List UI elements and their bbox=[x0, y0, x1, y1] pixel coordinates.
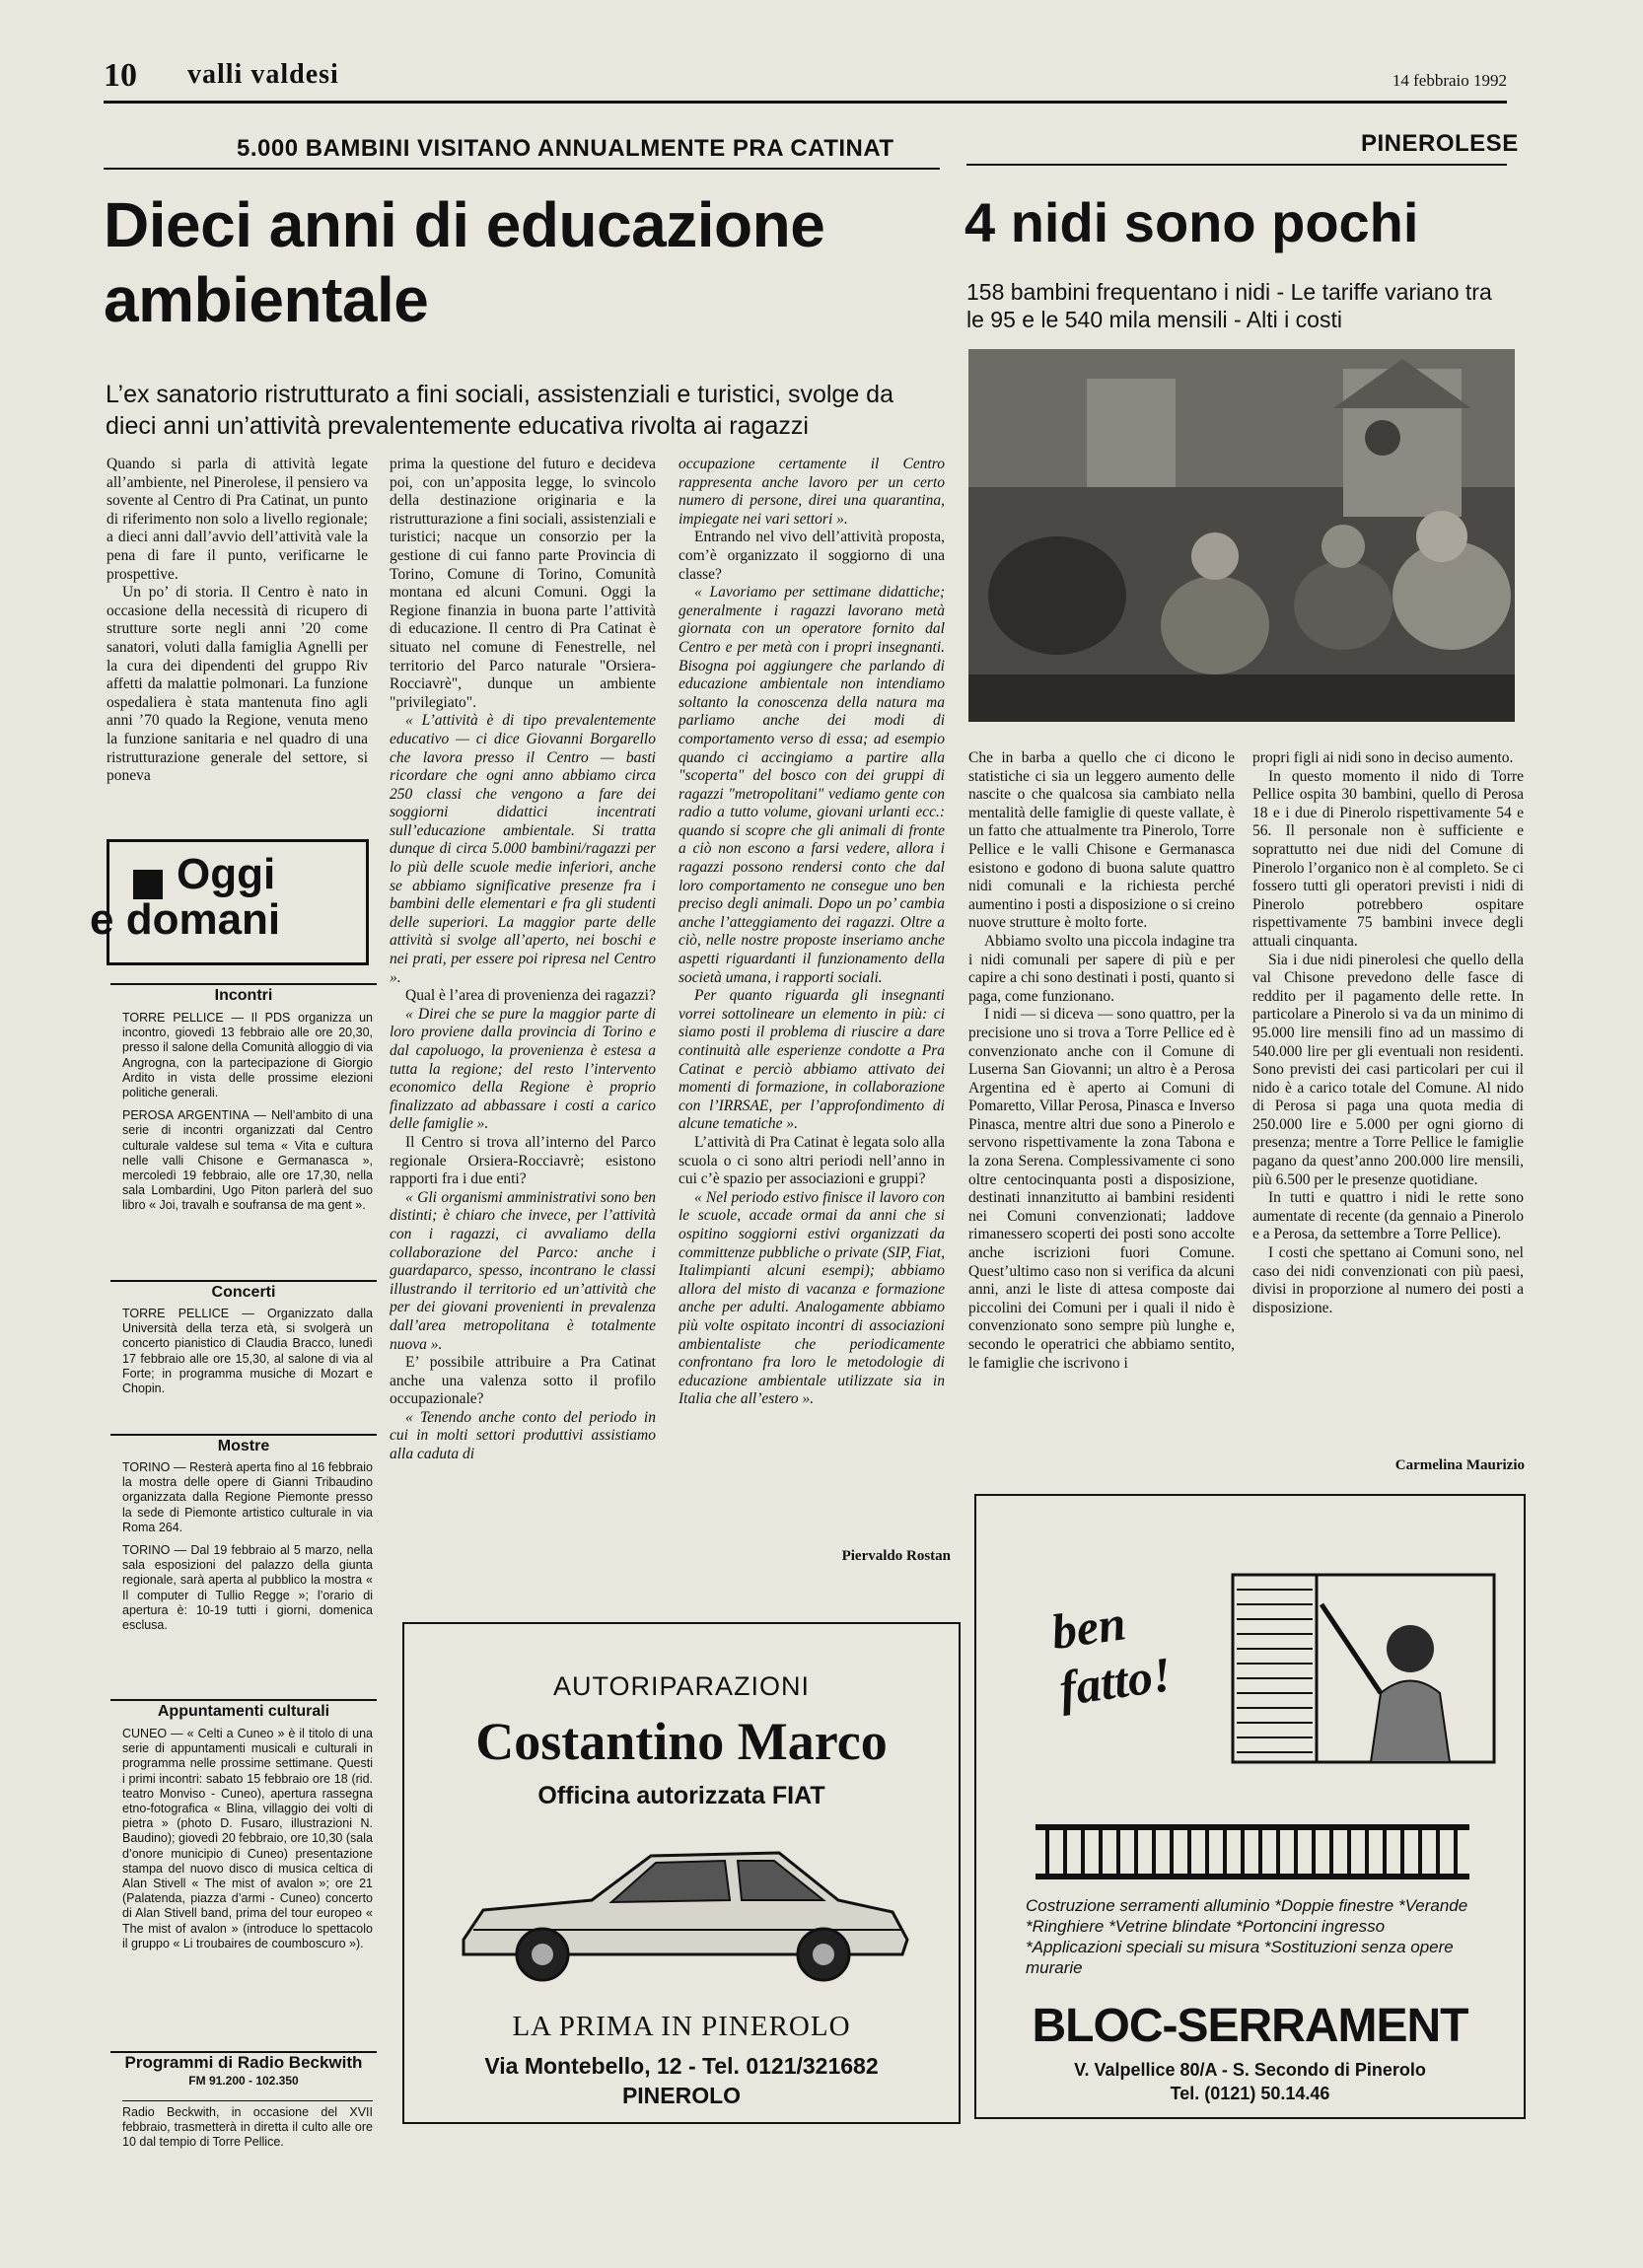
right-subhead: 158 bambini frequentano i nidi - Le tariffe variano tra le 95 e le 540 mila mensili - Alti i costi bbox=[966, 279, 1492, 332]
oggi-e-domani-box bbox=[90, 839, 369, 965]
sidebar-item: TORRE PELLICE — Organizzato dalla Università della terza età, si svolgerà un concerto pianistico di Claudia Bracco, lunedì 17 febbraio alle ore 15,30, al salone di via al Forte; in programma musiche di Mozart e Chopin. bbox=[122, 1307, 373, 1396]
right-article-author: Carmelina Maurizio bbox=[1394, 1457, 1525, 1473]
sidebar-section-appuntamenti bbox=[122, 1727, 373, 2044]
sidebar-heading-mostre: Mostre bbox=[110, 1434, 377, 1455]
paragraph: occupazione certamente il Centro rappresenta anche lavoro per un certo numero di persone, direi una quarantina, impiegate nei vari settori ». bbox=[679, 456, 945, 528]
ad-line-officina: Officina autorizzata FIAT bbox=[537, 1782, 825, 1809]
ad-brand-phone: Tel. (0121) 50.14.46 bbox=[1170, 2084, 1330, 2103]
sidebar-heading-incontri: Incontri bbox=[110, 983, 377, 1005]
paragraph: In questo momento il nido di Torre Pellice ospita 30 bambini, quello di Perosa 18 e i due di Pinerolo rispettivamente 54 e 56. Il personale non è sufficiente e soprattutto nei due nidi del Comune di Pinerolo l’organico non è al completo. Se ci fossero tutti gli operatori previsti i nidi di Pinerolo potrebbero ospitare rispettivamente 75 bambini invece degli attuali cinquanta. bbox=[1252, 767, 1524, 950]
ad-address: Via Montebello, 12 - Tel. 0121/321682 bbox=[484, 2053, 879, 2079]
paragraph: Il Centro si trova all’interno del Parco regionale Orsiera-Rocciavrè; esistono rapporti fra i due enti? bbox=[390, 1133, 656, 1188]
paragraph: E’ possibile attribuire a Pra Catinat anche una valenza sotto il profilo occupazionale? bbox=[390, 1354, 656, 1408]
paragraph: « Lavoriamo per settimane didattiche; generalmente i ragazzi lavorano metà giornata con un operatore fornito dal Centro e per metà con i propri insegnanti. Bisogna poi aggiungere che parlando di educazione ambientale non intendiamo soltanto la conoscenza della natura ma parliamo anche dei modi di comportamento verso di essa; ad esempio quando ci accingiamo a partire alla "scoperta" del bosco con dei gruppi di ragazzi "metropolitani" vediamo gente con radio a tutto volume, giovani urlanti ecc.: quando si scopre che gli animali di fronte a ciò non escono a farsi vedere, allora i ragazzi possono rendersi conto che dal loro comportamento ne consegue uno ben preciso degli animali. Dopo un po’ cambia anche l’atteggiamento dei ragazzi. Oltre a ciò, nelle nostre proposte inseriamo anche aspetti riguardanti il funzionamento della società umana, i rapporti sociali. bbox=[679, 584, 945, 986]
left-article-column-3 bbox=[679, 456, 945, 1530]
ad-city: PINEROLO bbox=[621, 2083, 742, 2108]
sidebar-heading-concerti: Concerti bbox=[110, 1280, 377, 1302]
ad-line-autoriparazioni: AUTORIPARAZIONI bbox=[552, 1671, 811, 1701]
paragraph: I nidi — si diceva — sono quattro, per la precisione uno si trova a Torre Pellice ed è convenzionato anche con il Comune di Luserna San Giovanni; un altro è a Perosa Argentina ed è aperto ai Comuni di Pomaretto, Villar Perosa, Pinasca e Inverso Pinasca, mentre altri due sono a Pinerolo e servono rispettivamente la zona Tabona e la zona Serena. Complessivamente ci sono oltre centocinquanta posti a disposizione, destinati innanzitutto ai bambini residenti nei Comuni convenzionati; laddove rimanessero scoperti dei posti sono accolte anche iscrizioni fuori Comune. Quest’ultimo caso non si verifica da alcuni anni, anzi le liste di attesa composte dai piccolini dei Comuni per i quali il nido è convenzionato sono sempre più lunghe e, secondo le operatrici che abbiamo sentito, le famiglie che iscrivono i bbox=[968, 1006, 1235, 1372]
sidebar-heading-appuntamenti: Appuntamenti culturali bbox=[110, 1699, 377, 1721]
left-article-column-2 bbox=[390, 456, 656, 1568]
sidebar-item: TORINO — Dal 19 febbraio al 5 marzo, nella sala esposizioni del palazzo della giunta regionale, sarà aperta al pubblico la mostra « Il computer di Tullio Regge »; l’orario di apertura è: 10-19 tutti i giorni, domenica esclusa. bbox=[122, 1543, 373, 1633]
ad-business-name: Costantino Marco bbox=[475, 1712, 888, 1771]
radio-text: Radio Beckwith, in occasione del XVII febbraio, trasmetterà in diretta il culto alle ore 10 dal tempio di Torre Pellice. bbox=[122, 2100, 373, 2184]
sidebar-section-mostre bbox=[122, 1460, 373, 1697]
sidebar-title-line-1: Oggi bbox=[177, 850, 276, 898]
paragraph: Qual è l’area di provenienza dei ragazzi? bbox=[405, 987, 656, 1005]
radio-frequency: FM 91.200 - 102.350 bbox=[188, 2074, 299, 2088]
right-kicker: PINEROLESE bbox=[1361, 130, 1519, 157]
right-headline: 4 nidi sono pochi bbox=[964, 191, 1419, 253]
paragraph: « Tenendo anche conto del periodo in cui in molti settori produttivi assistiamo alla caduta di bbox=[390, 1408, 656, 1463]
sidebar-section-concerti bbox=[122, 1307, 373, 1429]
ad-brand-address: V. Valpellice 80/A - S. Secondo di Pinerolo bbox=[1074, 2060, 1426, 2080]
left-article-author: Piervaldo Rostan bbox=[841, 1548, 951, 1564]
left-headline: Dieci anni di educazione ambientale bbox=[104, 189, 825, 335]
left-article-column-1 bbox=[107, 456, 368, 822]
sidebar-title-line-2: e domani bbox=[90, 895, 281, 944]
sidebar-item: TORRE PELLICE — Il PDS organizza un incontro, giovedì 13 febbraio alle ore 20,30, presso il salone della Comunità alloggio di via Angrogna, con la partecipazione di Giorgio Ardito in vista delle prossime elezioni politiche generali. bbox=[122, 1011, 373, 1100]
paragraph: Per quanto riguarda gli insegnanti vorrei sottolineare un elemento in più: ci siamo posti il problema di riuscire a dare continuità alle esperienze condotte a Pra Catinat e perciò abbiamo attivato dei momenti di formazione, in collaborazione con l’IRRSAE, per l’approfondimento di alcune tematiche ». bbox=[679, 987, 945, 1133]
paragraph: Entrando nel vivo dell’attività proposta, com’è organizzato il soggiorno di una classe? bbox=[679, 529, 945, 583]
paragraph: Quando si parla di attività legate all’ambiente, nel Pinerolese, il pensiero va sovente al Centro di Pra Catinat, un punto di riferimento non solo a livello regionale; a dieci anni dall’avvio dell’attività vale la pena di fare il punto, verificarne le prospettive. bbox=[107, 456, 368, 583]
paragraph: I costi che spettano ai Comuni sono, nel caso dei nidi convenzionati con più paesi, divisi in proporzione al numero dei posti a disposizione. bbox=[1252, 1244, 1524, 1316]
right-article-column-1 bbox=[968, 749, 1235, 1499]
radio-heading: Programmi di Radio Beckwith bbox=[110, 2051, 377, 2073]
ad-brand-name: BLOC-SERRAMENT bbox=[1032, 2000, 1468, 2052]
header-rule bbox=[104, 101, 1507, 104]
paragraph: « L’attività è di tipo prevalentemente educativo — ci dice Giovanni Borgarello che lavora presso il Centro — basti ricordare che ogni anno abbiamo circa 250 classi che vengono a fare dei soggiorni didattici incentrati sull’educazione ambientale. Si tratta dunque di circa 5.000 bambini/ragazzi per lo più delle scuole medie inferiori, anche se abbiamo significative presenze fra i bambini delle elementari e fra gli studenti delle superiori. La maggior parte delle attività si svolge all’aperto, nei boschi e nei prati, per essere poi ripresa nel Centro ». bbox=[390, 712, 656, 986]
left-kicker: 5.000 BAMBINI VISITANO ANNUALMENTE PRA CATINAT bbox=[237, 135, 894, 162]
window-woman-illustration bbox=[1213, 1565, 1509, 1821]
paragraph: Un po’ di storia. Il Centro è nato in occasione della necessità di ricupero di strutture sorte negli anni ’20 come sanatori, voluti dalla famiglia Agnelli per la cura dei dipendenti del gruppo Riv affetti da malattie polmonari. La funzione ospedaliera è stata mantenuta fino agli anni ’70 quado la Regione, venuta meno la funzione sanitaria e nel quadro di una ristrutturazione generale del settore, si poneva bbox=[107, 584, 368, 785]
ad-costantino-marco bbox=[402, 1622, 961, 2124]
ad-script-slogan: ben fatto! bbox=[1047, 1595, 1176, 1717]
nursery-photo bbox=[968, 349, 1515, 722]
newspaper-name: valli valdesi bbox=[187, 59, 339, 90]
paragraph: Che in barba a quello che ci dicono le statistiche ci sia un leggero aumento delle nascite o che qualcosa sia cambiato nella mentalità delle famiglie di queste vallate, è un fatto che attualmente tra Pinerolo, Torre Pellice e le valli Chisone e Germanasca esistono e godono di buona salute quattro nidi comunali e la richiesta perché aumentino i posti a disposizione o si creino nuove strutture è molto forte. bbox=[968, 749, 1235, 932]
paragraph: « Nel periodo estivo finisce il lavoro con le scuole, accade ormai da anni che si ospitino soggiorni estivi organizzati da committenze pubbliche o private (SIP, Fiat, Italimpianti alcuni esempi); abbiamo allora del misto di vacanza e formazione anche per adulti. Analogamente abbiamo più volte ospitato incontri di associazioni ambientaliste che periodicamente confrontano fra loro le metodologie di educazione ambientale utilizzate sia in Italia che all’estero ». bbox=[679, 1188, 945, 1408]
car-icon bbox=[444, 1831, 917, 1999]
right-article-column-2 bbox=[1252, 749, 1524, 1452]
paragraph: In tutti e quattro i nidi le rette sono aumentate di recente (da gennaio a Pinerolo e a Perosa, da settembre a Torre Pellice). bbox=[1252, 1189, 1524, 1243]
railing-icon bbox=[1036, 1816, 1469, 1885]
sidebar-item: TORINO — Resterà aperta fino al 16 febbraio la mostra delle opere di Gianni Tribaudino organizzata dalla Regione Piemonte presso la sede di Piemonte artistico culturale in via Roma 264. bbox=[122, 1460, 373, 1534]
paragraph: Abbiamo svolto una piccola indagine tra i nidi comunali per sapere di più e per capire a chi sono destinati i posti, quanto si paga, come funzionano. bbox=[968, 932, 1235, 1005]
sidebar-section-incontri bbox=[122, 1011, 373, 1213]
paragraph: « Gli organismi amministrativi sono ben distinti; è chiaro che invece, per l’attività con i ragazzi, ci avvaliamo della collaborazione del Parco: anche i guardaparco, spesso, incontrano le classi illustrando il territorio ed un’attività che per dei giovani provenienti in prevalenza dall’area metropolitana è totalmente nuova ». bbox=[390, 1188, 656, 1353]
left-kicker-rule bbox=[104, 168, 940, 170]
ad-slogan: LA PRIMA IN PINEROLO bbox=[512, 2011, 851, 2042]
sidebar-title bbox=[90, 850, 360, 944]
ad-services-list: Costruzione serramenti alluminio *Doppie finestre *Verande *Ringhiere *Vetrine blindate *Portoncini ingresso *Applicazioni speciali su misura *Sostituzioni senza opere murarie bbox=[1026, 1896, 1468, 1977]
paragraph: « Direi che se pure la maggior parte di loro proviene dalla provincia di Torino e dal capoluogo, la provenienza è estesa a tutta la regione; del resto l’intervento economico della Regione è proprio finalizzato ad abbassare i costi a carico delle famiglie ». bbox=[390, 1005, 656, 1133]
page-number: 10 bbox=[104, 57, 137, 94]
left-subhead: L’ex sanatorio ristrutturato a fini sociali, assistenziali e turistici, svolge da dieci anni un’attività prevalentemente educativa rivolta ai ragazzi bbox=[106, 381, 893, 440]
issue-date: 14 febbraio 1992 bbox=[1392, 71, 1507, 90]
ad-bloc-serrament bbox=[974, 1494, 1526, 2119]
paragraph: L’attività di Pra Catinat è legata solo alla scuola o ci sono altri periodi nell’anno in cui c’è spazio per associazioni e gruppi? bbox=[679, 1133, 945, 1188]
sidebar-item: CUNEO — « Celti a Cuneo » è il titolo di una serie di appuntamenti musicali e culturali in programma nelle prossime settimane. Questi i primi incontri: sabato 15 febbraio ore 18 (rid. teatro Monviso - Cuneo), apertura rassegna etno-fotografica « Blina, villaggio dei volti di pietra » (photo D. Fusaro, illustrazioni N. Baudino); giovedì 20 febbraio, ore 10,30 (sala d’onore municipio di Cuneo) presentazione stampa del nuovo disco di musica celtica di Alan Stivell « The mist of avalon »; ore 21 (Palatenda, piazza d’armi - Cuneo) concerto di Alan Stivell band, prima del tour europeo « The mist of avalon » (introduce lo spettacolo il gruppo « Li troubaires de coumboscuro »). bbox=[122, 1727, 373, 1950]
paragraph: prima la questione del futuro e decideva poi, con un’apposita legge, lo svincolo della destinazione originaria e la ristrutturazione a fini sociali, assistenziali e turistici; nacque un consorzio per la gestione di cui fanno parte Provincia di Torino, Comune di Torino, Comunità montana ed alcuni Comuni. Oggi la Regione finanzia in buona parte l’attività di educazione. Il centro di Pra Catinat è situato nel comune di Fenestrelle, nel territorio del Parco naturale "Orsiera-Rocciavrè", dunque un ambiente "privilegiato". bbox=[390, 456, 656, 711]
right-kicker-rule bbox=[966, 164, 1507, 166]
paragraph: Sia i due nidi pinerolesi che quello della val Chisone prevedono delle fasce di reddito per il pagamento delle rette. In particolare a Pinerolo si va da un minimo di 95.000 lire mensili fino ad un massimo di 540.000 lire per gli eventuali non residenti. Sono previsti dei casi particolari per cui il nido è a carico totale del Comune. Al nido di Perosa si paga una quota media di 250.000 lire e 5.000 per ogni giorno di presenza; mentre a Torre Pellice le famiglie pagano da quest’anno 200.000 lire mensili, più 6.500 per le presenze quotidiane. bbox=[1252, 951, 1524, 1188]
photo-illustration bbox=[968, 349, 1515, 722]
paragraph: propri figli ai nidi sono in deciso aumento. bbox=[1252, 749, 1514, 766]
sidebar-item: PEROSA ARGENTINA — Nell’ambito di una serie di incontri organizzati dal Centro culturale valdese sul tema « Vita e cultura nelle valli Chisone e Germanasca », mercoledì 19 febbraio, alle ore 17,30, nella sala Lombardini, Ugo Piton parlerà del suo libro « Joi, travalh e soufransa de ma gent ». bbox=[122, 1108, 373, 1213]
